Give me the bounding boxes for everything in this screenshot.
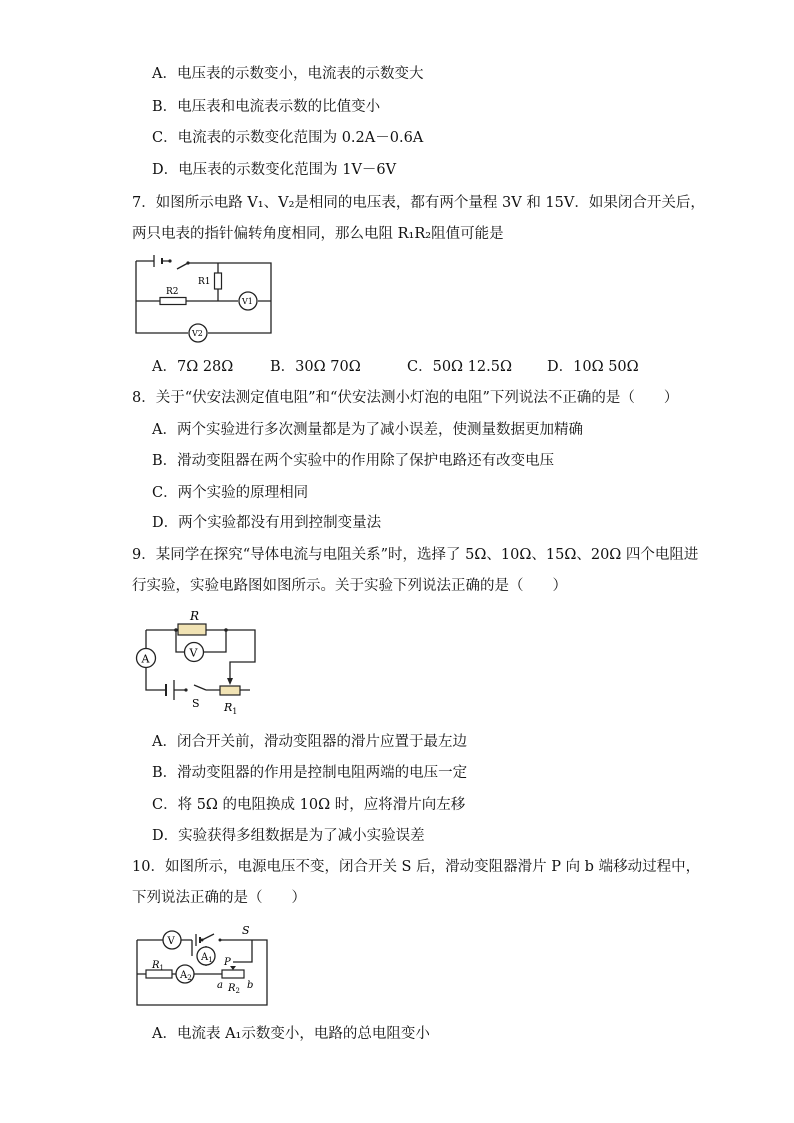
- q7-option-a: A．7Ω 28Ω: [152, 359, 234, 375]
- q10-switch-pivot: [201, 939, 204, 942]
- q7-option-d: D．10Ω 50Ω: [547, 359, 639, 375]
- q9-option-b: B．滑动变阻器的作用是控制电阻两端的电压一定: [152, 765, 468, 781]
- q10-p-label: P: [224, 957, 231, 968]
- q9-stem-line2: 行实验，实验电路图如图所示。关于实验下列说法正确的是（ ）: [132, 578, 567, 594]
- q7-stem-line2: 两只电表的指针偏转角度相同，那么电阻 R₁R₂阻值可能是: [132, 226, 504, 242]
- q10-switch-contact: [219, 939, 222, 942]
- q9-option-d: D．实验获得多组数据是为了减小实验误差: [152, 828, 425, 844]
- q10-r2-label: $R_2$: [228, 983, 240, 995]
- q8-option-d: D．两个实验都没有用到控制变量法: [152, 515, 382, 531]
- q9-r-label: R: [190, 609, 200, 623]
- q9-switch-pivot: [184, 688, 187, 691]
- q10-r1-label: $R_1$: [152, 960, 164, 972]
- q8-option-b: B．滑动变阻器在两个实验中的作用除了保护电路还有改变电压: [152, 453, 555, 469]
- q9-stem-line1: 9．某同学在探究“导体电流与电阻关系”时，选择了 5Ω、10Ω、15Ω、20Ω 四个电阻进: [132, 547, 699, 563]
- q9-ammeter-label: A: [141, 652, 150, 666]
- q7-switch-pivot: [168, 259, 171, 262]
- q7-r1-label: R1: [198, 277, 211, 287]
- q9-switch-label: S: [192, 697, 200, 710]
- q10-a1-label: $A_1$: [201, 952, 213, 964]
- q10-switch-label: S: [242, 924, 250, 937]
- q6-option-b: B．电压表和电流表示数的比值变小: [152, 99, 381, 115]
- q9-slider-arrow: [227, 678, 233, 685]
- q10-b-end-label: b: [247, 980, 254, 991]
- q8-option-a: A．两个实验进行多次测量都是为了减小误差，使测量数据更加精确: [152, 422, 583, 438]
- q7-switch-contact: [186, 261, 189, 264]
- q7-resistor-r2: [160, 298, 186, 305]
- q7-resistor-r1: [215, 273, 222, 289]
- q9-rheostat-r1: [220, 686, 240, 695]
- q7-stem-line1: 7．如图所示电路 V₁、V₂是相同的电压表，都有两个量程 3V 和 15V．如果闭合开关后，: [132, 195, 705, 211]
- q10-stem-line2: 下列说法正确的是（ ）: [132, 890, 306, 906]
- q9-junction-left: [174, 628, 178, 632]
- q7-v1-label: V1: [242, 297, 253, 306]
- q9-circuit-figure: [130, 606, 270, 716]
- q9-option-c: C．将 5Ω 的电阻换成 10Ω 时，应将滑片向左移: [152, 797, 466, 813]
- q10-option-a: A．电流表 A₁示数变小，电路的总电阻变小: [152, 1026, 430, 1042]
- q9-voltmeter-label: V: [189, 646, 198, 660]
- q6-option-d: D．电压表的示数变化范围为 1V－6V: [152, 162, 397, 178]
- q6-option-a: A．电压表的示数变小，电流表的示数变大: [152, 66, 424, 82]
- q7-option-b: B．30Ω 70Ω: [270, 359, 361, 375]
- q8-option-c: C．两个实验的原理相同: [152, 485, 309, 501]
- q10-voltmeter-label: V: [167, 936, 175, 947]
- q9-junction-right: [224, 628, 228, 632]
- q10-rheostat-r2: [222, 970, 244, 978]
- q7-v2-label: V2: [192, 329, 203, 338]
- q7-option-c: C．50Ω 12.5Ω: [407, 359, 512, 375]
- q10-stem-line1: 10．如图所示，电源电压不变，闭合开关 S 后，滑动变阻器滑片 P 向 b 端移动过程中，: [132, 859, 701, 875]
- q7-r2-label: R2: [166, 287, 179, 297]
- q7-options-row: [152, 357, 639, 377]
- q8-stem: 8．关于“伏安法测定值电阻”和“伏安法测小灯泡的电阻”下列说法不正确的是（ ）: [132, 390, 679, 406]
- q9-r1-label: $R_1$: [224, 701, 238, 716]
- q9-resistor-r: [178, 624, 206, 635]
- q10-a2-label: $A_2$: [180, 970, 192, 982]
- q6-option-c: C．电流表的示数变化范围为 0.2A－0.6A: [152, 130, 424, 146]
- q10-a-end-label: a: [217, 980, 223, 991]
- q7-circuit-figure: [130, 253, 275, 343]
- q10-circuit-figure: [130, 922, 275, 1012]
- q9-option-a: A．闭合开关前，滑动变阻器的滑片应置于最左边: [152, 734, 467, 750]
